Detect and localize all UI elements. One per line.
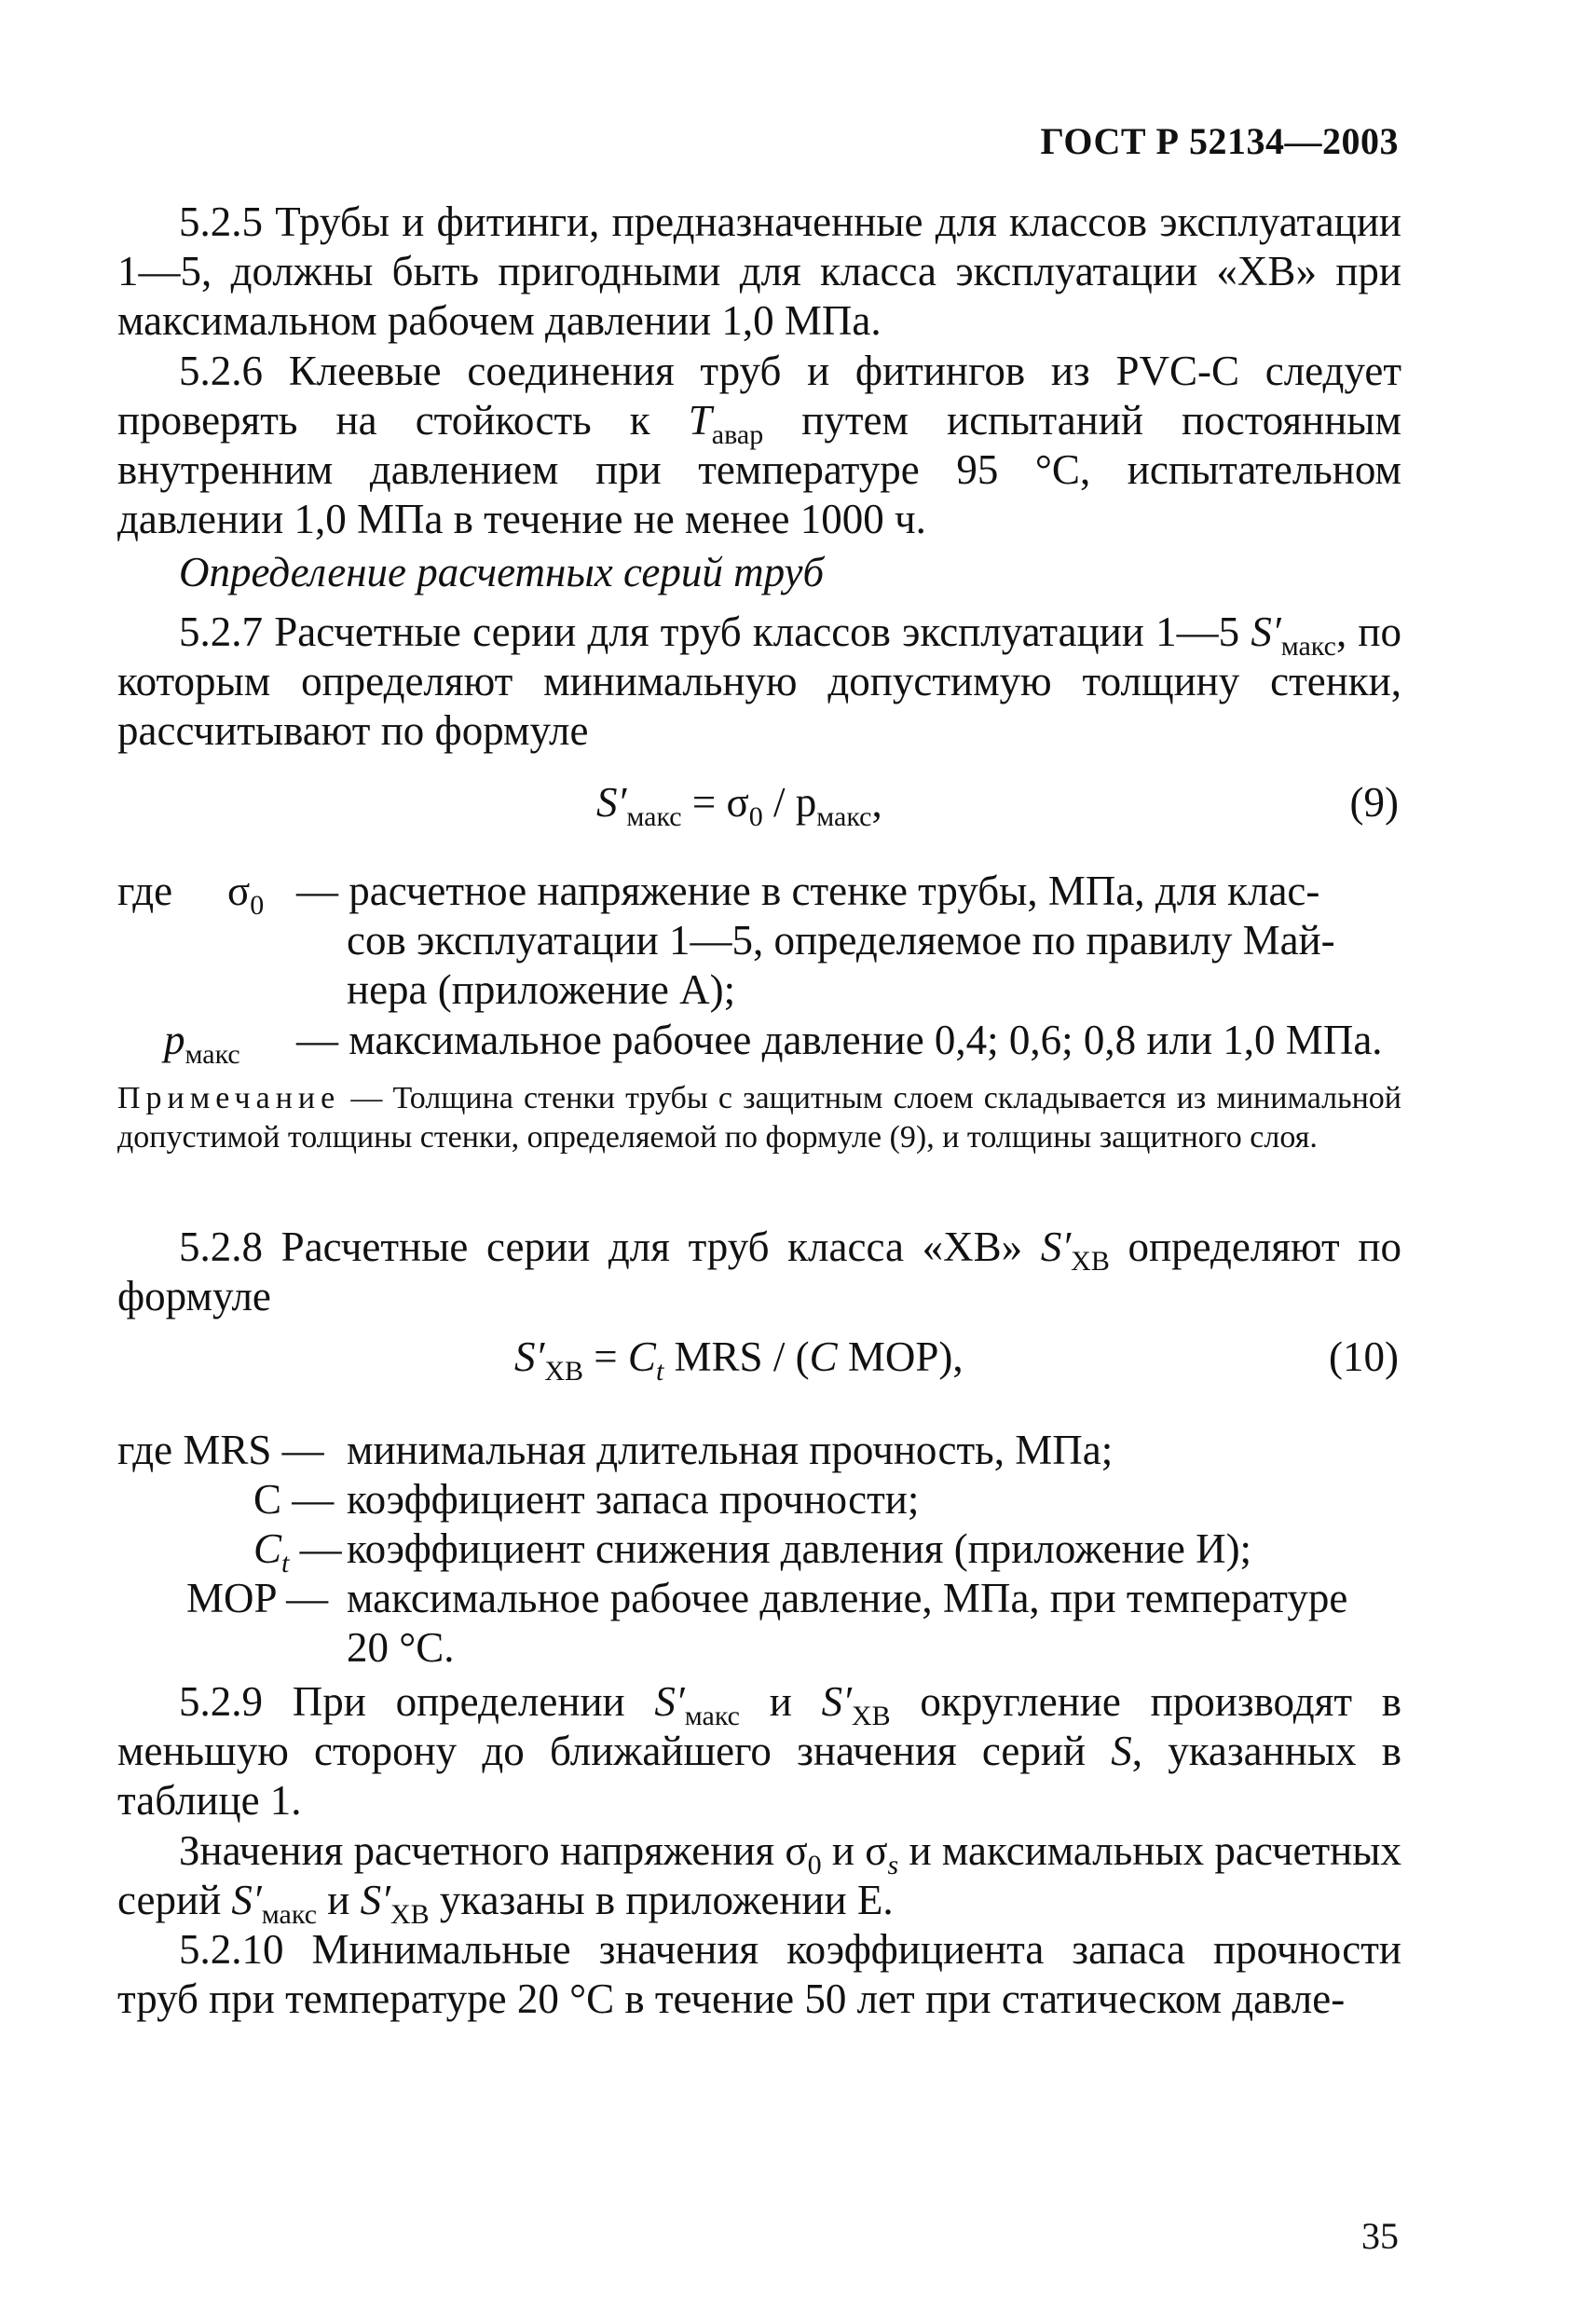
c-label: C — [253,1476,335,1523]
formula-9: $S'_{макс} = \sigma_0 / p_{макс}$, [596,779,882,832]
mrs-label: где MRS — [117,1427,324,1473]
document-code-header: ГОСТ Р 52134—2003 [1040,120,1399,162]
c-definition: коэффициент запаса прочности; [347,1476,920,1523]
equation-number-9: (9) [1349,779,1399,826]
paragraph-5-2-6: 5.2.6 Клеевые соединения труб и фитингов из PVC-C следует проверять на стойкость к $T_{авар}$ путем испытаний постоянным внутренним давлением при температуре 95 °С, испытательном давлении 1,0 МПа в течение не менее 1000 ч. [117,348,1401,542]
mop-definition: максимальное рабочее давление, МПа, при температуре [347,1575,1348,1621]
ct-label: $C_t$ — [253,1525,342,1579]
sigma-definition-line3: нера (приложение А); [347,966,736,1013]
ct-definition: коэффициент снижения давления (приложение И); [347,1525,1252,1572]
formula-10: $S'_{ХВ} = C_t$ MRS / (C MOP), [514,1333,964,1387]
symbol-t: T [688,397,712,444]
paragraph-5-2-10: 5.2.10 Минимальные значения коэффициента запаса прочности труб при температуре 20 °С в течение 50 лет при статическом давле- [117,1926,1401,2022]
sigma-definition-line1: — расчетное напряжение в стенке трубы, МПа, для клас- [296,868,1320,914]
sigma-definition-line2: сов эксплуатации 1—5, определяемое по правилу Май- [347,917,1335,964]
sigma-symbol: $\sigma_0$ [227,868,265,921]
mrs-definition: минимальная длительная прочность, МПа; [347,1427,1114,1473]
paragraph-5-2-7: 5.2.7 Расчетные серии для труб классов эксплуатации 1—5 $S'_{макс}$, по которым определяют минимальную допустимую толщину стенки, рассчитывают по формуле [117,608,1402,754]
paragraph-values: Значения расчетного напряжения $\sigma_0$ и $\sigma_s$ и максимальных расчетных серий $S'_{макс}$ и $S'_{ХВ}$ указаны в приложении Е. [117,1827,1401,1930]
mop-label: MOP — [186,1575,329,1621]
p-max-symbol: $p_{макс}$ [164,1017,240,1070]
section-heading: Определение расчетных серий труб [179,549,825,595]
equation-number-10: (10) [1329,1333,1399,1380]
where-word: где [117,868,173,914]
paragraph-5-2-8: 5.2.8 Расчетные серии для труб класса «ХВ» $S'_{ХВ}$ определяют по формуле [117,1224,1401,1319]
note: Примечание — Толщина стенки трубы с защитным слоем складывается из минимальной допустимой толщины стенки, определяемой по формуле (9), и толщины защитного слоя. [117,1081,1401,1155]
p-max-definition: — максимальное рабочее давление 0,4; 0,6; 0,8 или 1,0 МПа. [296,1017,1383,1063]
paragraph-5-2-9: 5.2.9 При определении $S'_{макс}$ и $S'_{ХВ}$ округление производят в меньшую сторону до ближайшего значения серий S, указанных в таблице 1. [117,1678,1401,1824]
paragraph-5-2-5: 5.2.5 Трубы и фитинги, предназначенные для классов эксплуатации 1—5, должны быть пригодными для класса эксплуатации «ХВ» при максимальном рабочем давлении 1,0 МПа. [117,198,1401,344]
page-number: 35 [1361,2215,1399,2257]
mop-definition-cont: 20 °С. [347,1624,455,1671]
note-label: Примечание [117,1081,341,1115]
